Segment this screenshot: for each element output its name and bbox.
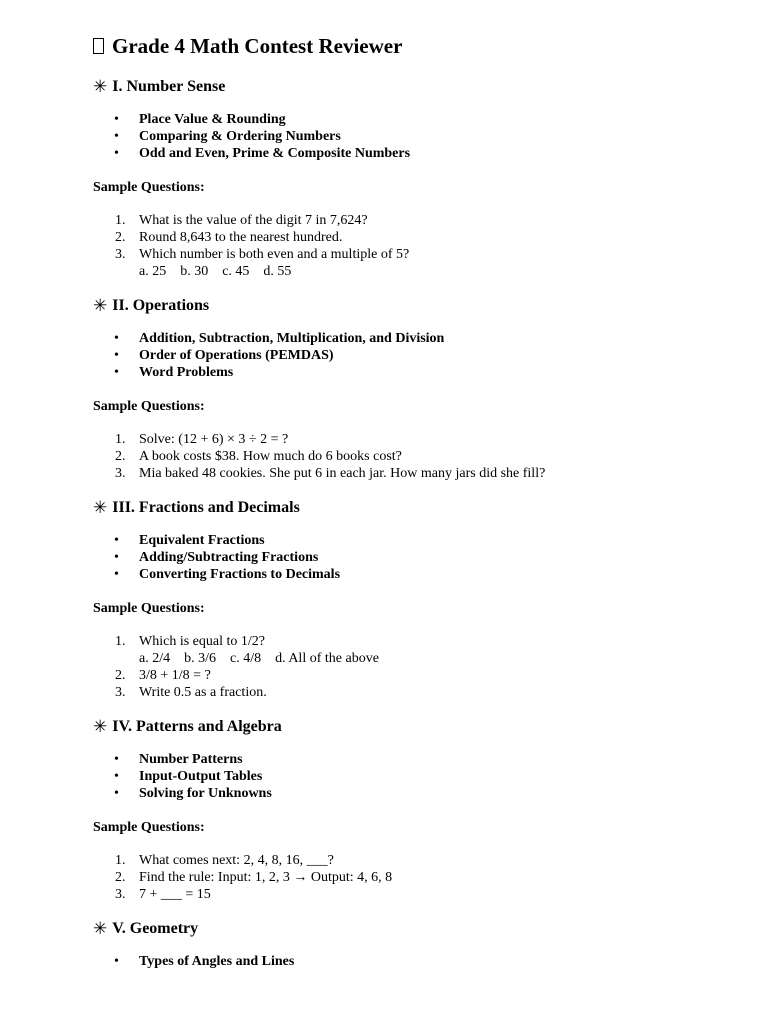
question-list	[93, 431, 733, 482]
question-number: 2.	[115, 870, 126, 885]
topic-list	[93, 532, 733, 583]
topic-item: • Order of Operations (PEMDAS)	[93, 347, 733, 364]
question-text: Write 0.5 as a fraction.	[139, 685, 267, 700]
question-text: Which number is both even and a multiple of 5?	[139, 247, 410, 262]
topic-list	[93, 330, 733, 381]
topic-item: • Adding/Subtracting Fractions	[93, 549, 733, 566]
section-heading	[93, 918, 733, 940]
question-item	[93, 465, 733, 482]
topic-item: • Number Patterns	[93, 751, 733, 768]
section-heading	[93, 497, 733, 519]
title-text: Grade 4 Math Contest Reviewer	[112, 34, 403, 58]
asterisk-icon: ✳	[93, 717, 108, 737]
question-text: A book costs $38. How much do 6 books cost?	[139, 449, 402, 464]
question-number: 2.	[115, 668, 126, 683]
topic-list	[93, 953, 733, 970]
question-text: Find the rule: Input: 1, 2, 3 → Output: 4, 6, 8	[139, 870, 393, 885]
question-number: 3.	[115, 887, 126, 902]
sample-questions-label: Sample Questions:	[93, 601, 205, 616]
section-heading-text: IV. Patterns and Algebra	[112, 718, 282, 735]
question-item	[93, 229, 733, 246]
question-item	[93, 246, 733, 280]
section-heading-text: III. Fractions and Decimals	[112, 499, 300, 516]
section-heading-text: II. Operations	[112, 297, 210, 314]
asterisk-icon: ✳	[93, 77, 108, 97]
question-item	[93, 886, 733, 903]
question-number: 2.	[115, 449, 126, 464]
question-text: What is the value of the digit 7 in 7,624?	[139, 213, 368, 228]
topic-item: • Place Value & Rounding	[93, 111, 733, 128]
asterisk-icon: ✳	[93, 296, 108, 316]
section-geometry	[93, 918, 733, 970]
document-title	[93, 30, 733, 62]
question-text: What comes next: 2, 4, 8, 16, ___?	[139, 853, 334, 868]
section-heading	[93, 295, 733, 317]
document-page	[93, 30, 733, 970]
question-item	[93, 431, 733, 448]
topic-item: • Addition, Subtraction, Multiplication, and Division	[93, 330, 733, 347]
question-text: Which is equal to 1/2?	[139, 634, 265, 649]
question-text: 7 + ___ = 15	[139, 887, 211, 902]
question-list	[93, 212, 733, 280]
question-text: Mia baked 48 cookies. She put 6 in each jar. How many jars did she fill?	[139, 466, 546, 481]
question-text: Solve: (12 + 6) × 3 ÷ 2 = ?	[139, 432, 289, 447]
section-number-sense	[93, 76, 733, 280]
topic-item: • Input-Output Tables	[93, 768, 733, 785]
question-list	[93, 633, 733, 701]
topic-item: • Solving for Unknowns	[93, 785, 733, 802]
question-number: 1.	[115, 634, 126, 649]
question-number: 3.	[115, 685, 126, 700]
topic-item: • Odd and Even, Prime & Composite Numbers	[93, 145, 733, 162]
section-operations	[93, 295, 733, 482]
question-number: 3.	[115, 247, 126, 262]
question-item	[93, 852, 733, 869]
topic-item: • Equivalent Fractions	[93, 532, 733, 549]
topic-list	[93, 751, 733, 802]
topic-item: • Comparing & Ordering Numbers	[93, 128, 733, 145]
topic-item: • Word Problems	[93, 364, 733, 381]
question-item	[93, 212, 733, 229]
question-number: 2.	[115, 230, 126, 245]
section-patterns-algebra	[93, 716, 733, 903]
section-heading-text: I. Number Sense	[112, 78, 226, 95]
answer-options: a. 2/4 b. 3/6 c. 4/8 d. All of the above	[139, 651, 379, 666]
section-heading	[93, 716, 733, 738]
section-heading-text: V. Geometry	[112, 920, 199, 937]
sample-questions-label: Sample Questions:	[93, 399, 205, 414]
section-heading	[93, 76, 733, 98]
question-item	[93, 869, 733, 886]
question-number: 1.	[115, 213, 126, 228]
question-item	[93, 448, 733, 465]
question-text: 3/8 + 1/8 = ?	[139, 668, 211, 683]
missing-glyph-icon	[93, 38, 104, 54]
sample-questions-label: Sample Questions:	[93, 820, 205, 835]
topic-list	[93, 111, 733, 162]
question-item	[93, 667, 733, 684]
sample-questions-label: Sample Questions:	[93, 180, 205, 195]
question-number: 3.	[115, 466, 126, 481]
answer-options: a. 25 b. 30 c. 45 d. 55	[139, 264, 292, 279]
topic-item: • Converting Fractions to Decimals	[93, 566, 733, 583]
question-number: 1.	[115, 432, 126, 447]
topic-item: • Types of Angles and Lines	[93, 953, 733, 970]
asterisk-icon: ✳	[93, 919, 108, 939]
section-fractions-decimals	[93, 497, 733, 701]
asterisk-icon: ✳	[93, 498, 108, 518]
question-number: 1.	[115, 853, 126, 868]
question-item	[93, 684, 733, 701]
question-item	[93, 633, 733, 667]
question-text: Round 8,643 to the nearest hundred.	[139, 230, 343, 245]
question-list	[93, 852, 733, 903]
